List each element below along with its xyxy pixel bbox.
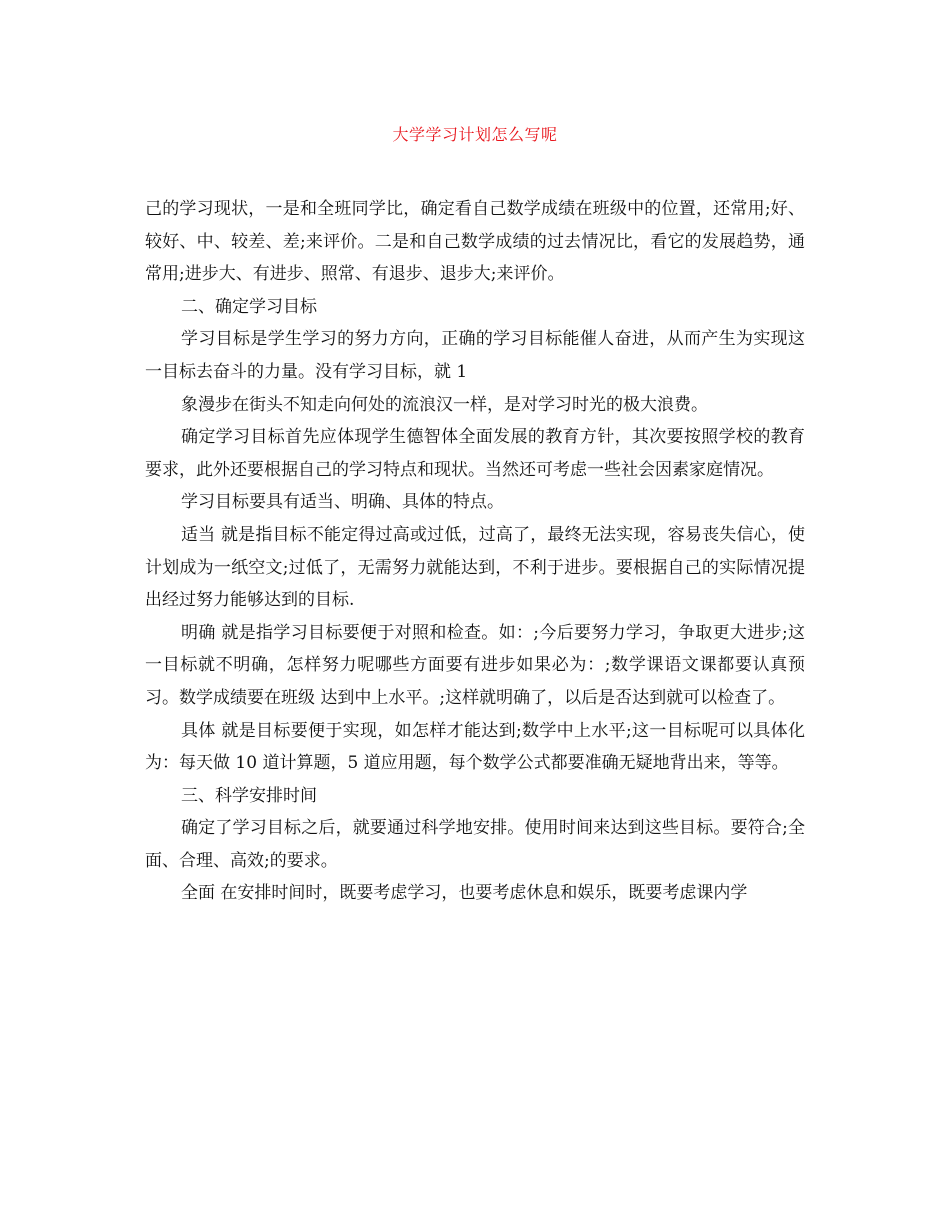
paragraph: 确定学习目标首先应体现学生德智体全面发展的教育方针，其次要按照学校的教育要求，此外还要根据自己的学习特点和现状。当然还可考虑一些社会因素家庭情况。 xyxy=(145,427,805,480)
paragraph: 学习目标是学生学习的努力方向，正确的学习目标能催人奋进，从而产生为实现这一目标去奋斗的力量。没有学习目标，就 1 xyxy=(145,329,805,382)
section-heading: 二、确定学习目标 xyxy=(181,296,317,317)
paragraph: 全面 在安排时间时，既要考虑学习，也要考虑休息和娱乐，既要考虑课内学 xyxy=(181,883,748,904)
paragraph: 象漫步在街头不知走向何处的流浪汉一样，是对学习时光的极大浪费。 xyxy=(181,394,708,415)
document-body xyxy=(145,193,805,910)
paragraph: 学习目标要具有适当、明确、具体的特点。 xyxy=(181,492,504,513)
section-heading: 三、科学安排时间 xyxy=(181,785,317,806)
document-title: 大学学习计划怎么写呢 xyxy=(392,125,558,144)
paragraph: 己的学习现状，一是和全班同学比，确定看自己数学成绩在班级中的位置，还常用;好、较好、中、较差、差;来评价。二是和自己数学成绩的过去情况比，看它的发展趋势，通常用;进步大、有进步、照常、有退步、退步大;来评价。 xyxy=(145,199,805,285)
paragraph: 明确 就是指学习目标要便于对照和检查。如：;今后要努力学习，争取更大进步;这一目标就不明确，怎样努力呢哪些方面要有进步如果必为：;数学课语文课都要认真预习。数学成绩要在班级 达到中上水平。;这样就明确了，以后是否达到就可以检查了。 xyxy=(145,622,805,708)
paragraph: 具体 就是目标要便于实现，如怎样才能达到;数学中上水平;这一目标呢可以具体化为：每天做 10 道计算题，5 道应用题，每个数学公式都要准确无疑地背出来，等等。 xyxy=(145,720,805,774)
paragraph: 适当 就是指目标不能定得过高或过低，过高了，最终无法实现，容易丧失信心，使计划成为一纸空文;过低了，无需努力就能达到，不利于进步。要根据自己的实际情况提出经过努力能够达到的目标. xyxy=(145,524,805,611)
paragraph: 确定了学习目标之后，就要通过科学地安排。使用时间来达到这些目标。要符合;全面、合理、高效;的要求。 xyxy=(145,818,805,871)
